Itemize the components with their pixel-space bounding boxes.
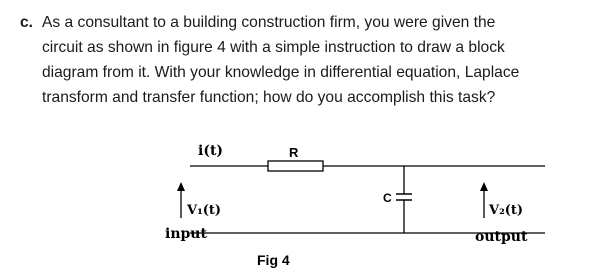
question-line-3: diagram from it. With your knowledge in differential equation, Laplace — [42, 64, 520, 81]
current-label: i(t) — [198, 143, 224, 159]
input-label: input — [165, 226, 207, 242]
capacitor-label: C — [383, 191, 392, 205]
output-arrow-head — [480, 182, 488, 191]
resistor — [268, 161, 323, 171]
question-marker: c. — [20, 14, 34, 31]
resistor-label: R — [289, 145, 299, 160]
input-arrow-head — [177, 182, 185, 191]
figure-caption: Fig 4 — [257, 252, 290, 268]
output-voltage-label: V₂(t) — [489, 203, 524, 218]
question-line-2: circuit as shown in figure 4 with a simple instruction to draw a block — [42, 39, 505, 56]
question-text-1: As a consultant to a building construction firm, you were given the — [42, 14, 496, 31]
output-label: output — [475, 229, 528, 245]
input-voltage-label: V₁(t) — [187, 203, 222, 218]
question-line-4: transform and transfer function; how do you accomplish this task? — [42, 89, 496, 106]
